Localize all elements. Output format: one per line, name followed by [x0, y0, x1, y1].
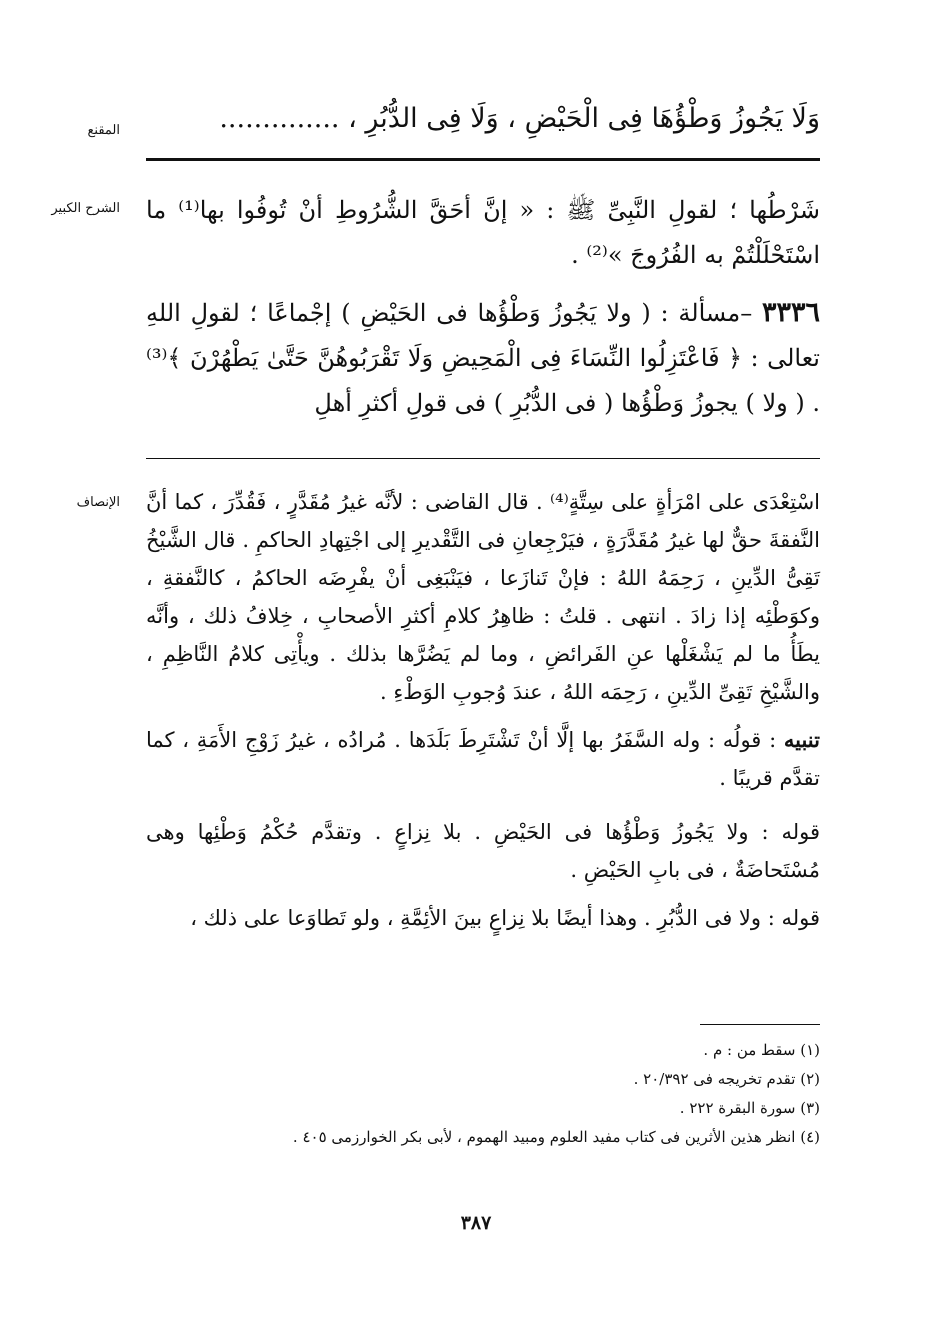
masala-number: ٣٣٣٦: [761, 297, 820, 328]
footnote-rule: [700, 1024, 820, 1025]
sharh-paragraph-2: [146, 290, 820, 426]
insaf-paragraph-3: قوله : ولا يَجُوزُ وَطْؤُها فى الحَيْضِ . بلا نِزاعٍ . وتقدَّم حُكْمُ وَطْئِها وهى مُسْتَحاضَةٌ ، فى بابِ الحَيْضِ .: [146, 820, 820, 882]
section-divider: [146, 458, 820, 459]
page-number: ٣٨٧: [460, 1212, 492, 1234]
footnote-4: (٤) انظر هذين الأثرين فى كتاب مفيد العلوم ومبيد الهموم ، لأبى بكر الخوارزمى ٤٠٥ .: [292, 1128, 820, 1146]
footnote-3: (٣) سورة البقرة ٢٢٢ .: [679, 1099, 820, 1117]
sharh-label: الشرح الكبير: [51, 201, 120, 216]
header-rule: [146, 158, 820, 161]
insaf-section: [146, 483, 820, 937]
insaf-label: الإنصاف: [76, 495, 120, 510]
muqni-label: المقنع: [87, 123, 120, 138]
sharh-section: [146, 188, 820, 426]
tanbih-paragraph: [146, 721, 820, 797]
insaf-paragraph-1: اسْتِعْدَى على امْرَأةٍ على سِتَّةٍ⁽⁴⁾ . قال القاضى : لأنَّه غيرُ مُقَدَّرٍ ، فَقُدِّرَ ، كما أنَّ النَّفقةَ حقٌّ لها غيرُ مُقَدَّرَةٍ ، فيَرْجِعانِ فى التَّقْديرِ إلى اجْتِهادِ الحاكمِ . قال الشَّيْخُ تَقِىُّ الدِّينِ ، رَحِمَهُ اللهُ : فإنْ تَنازَعا ، فيَنْبَغِى أنْ يفْرِضَه الحاكمُ ، كالنَّفقةِ ، وكوَطْئِه إذا زادَ . انتهى . قلتُ : ظاهِرُ كلامِ أكثرِ الأصحابِ ، خِلافُ ذلك ، وأنَّه يطَأُ ما لم يَشْغَلْها عنِ الفَرائضِ ، وما لم يَضُرَّها بذلك . ويأْتِى كلامُ النَّاظِمِ ، والشَّيْخِ تَقِىِّ الدِّينِ ، رَحِمَه اللهُ ، عندَ وُجوبِ الوَطْءِ .: [146, 490, 820, 704]
tanbih-text: : قولُه : وله السَّفَرُ بها إلَّا أنْ تَشْتَرِطَ بَلَدَها . مُرادُه ، غيرُ زَوْجِ الأَمَةِ ، كما تقدَّم قريبًا .: [146, 728, 820, 790]
main-text: وَلَا يَجُوزُ وَطْؤُهَا فِى الْحَيْضِ ، وَلَا فِى الدُّبُرِ ، ..............: [219, 103, 820, 134]
insaf-paragraph-4: قوله : ولا فى الدُّبُرِ . وهذا أيضًا بلا نِزاعٍ بينَ الأئِمَّةِ ، ولو تَطاوَعا على ذلك ،: [190, 906, 820, 930]
footnote-2: (٢) تقدم تخريجه فى ٢٠/٣٩٢ .: [633, 1070, 820, 1088]
footnote-1: (١) سقط من : م .: [703, 1041, 820, 1059]
footnotes: [146, 1036, 820, 1152]
tanbih-label: تنبيه: [783, 727, 820, 752]
sharh-paragraph-1: شَرْطُها ؛ لقولِ النَّبِىِّ ﷺ : « إنَّ أحَقَّ الشُّرُوطِ أنْ تُوفُوا بها⁽¹⁾ ما اسْتَحْلَلْتُمْ به الفُرُوجَ »⁽²⁾ .: [146, 196, 820, 269]
masala-text: –مسألة : ( ولا يَجُوزُ وَطْؤُها فى الحَيْضِ ) إجْماعًا ؛ لقولِ اللهِ تعالى : ﴿ فَاعْتَزِلُوا النِّسَاءَ فِى الْمَحِيضِ وَلَا تَقْرَبُوهُنَّ حَتَّىٰ يَطْهُرْنَ ﴾⁽³⁾ . ( ولا ) يجوزُ وَطْؤُها ( فى الدُّبُرِ ) فى قولِ أكثرِ أهلِ: [146, 299, 820, 417]
